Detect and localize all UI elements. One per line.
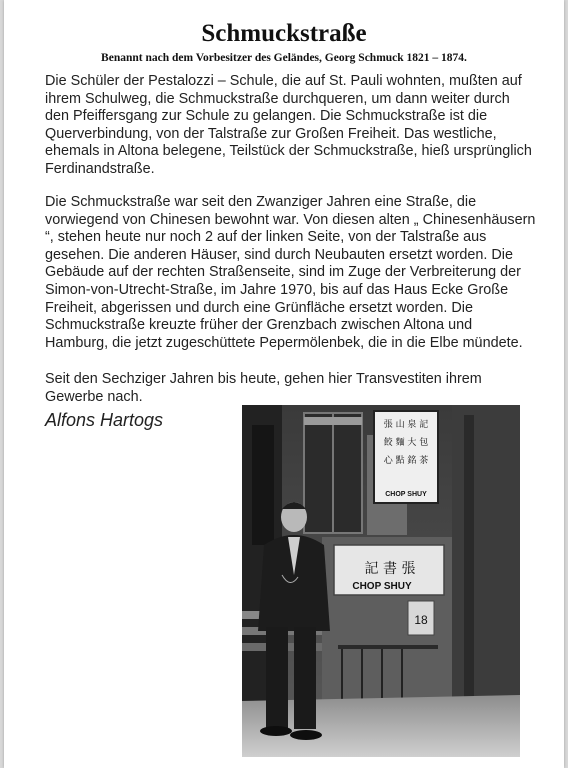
- page-title: Schmuckstraße: [201, 20, 367, 47]
- svg-text:餃 麵 大 包: 餃 麵 大 包: [383, 438, 429, 448]
- sign-chinese-text: 張 山 泉 記: [383, 420, 429, 430]
- paragraph-3: Seit den Sechziger Jahren bis heute, gehen hier Transvestiten ihrem Gewerbe nach.: [45, 371, 482, 405]
- sign-caption: CHOP SHUY: [385, 491, 427, 498]
- paragraph-1: Die Schüler der Pestalozzi – Schule, die auf St. Pauli wohnten, mußten auf ihrem Schulweg, die Schmuckstraße durchqueren, um dann weiter durch den Pfeiffersgang zur Schule zu gelangen. Die Schmuckstraße ist die Querverbindung, von der Talstraße zur Großen Freiheit. Das westliche, ehemals in Altona belegene, Teilstück der Schmuckstraße, hieß ursprünglich Ferdinandstraße.: [45, 73, 532, 177]
- photo-illustration: [242, 405, 520, 757]
- historic-photo: [242, 405, 520, 757]
- author-signature: Alfons Hartogs: [45, 410, 164, 430]
- document-page: [4, 0, 564, 768]
- svg-text:心 點 銘 茶: 心 點 銘 茶: [383, 456, 429, 466]
- page-subtitle: Benannt nach dem Vorbesitzer des Geländes, Georg Schmuck 1821 – 1874.: [101, 52, 467, 64]
- facade-chinese-text: 記 書 張: [364, 561, 416, 577]
- paragraph-2: Die Schmuckstraße war seit den Zwanziger Jahren eine Straße, die vorwiegend von Chinesen bewohnt war. Von diesen alten „ Chinesenhäusern “, stehen heute nur noch 2 auf der linken Seite, von der Talstraße aus gesehen. Die anderen Häuser, sind durch Neubauten ersetzt worden. Die Gebäude auf der rechten Straßenseite, sind im Zuge der Verbreiterung der Simon-von-Utrecht-Straße, im Jahre 1970, bis auf das Haus Ecke Große Freiheit, abgerissen und durch eine Grünfläche ersetzt worden. Die Schmuckstraße kreuzte früher der Grenzbach zwischen Altona und Hamburg, die jetzt zugeschüttete Pepermölenbek, die in die Elbe mündete.: [45, 194, 536, 351]
- house-number: 18: [414, 613, 428, 627]
- facade-caption: CHOP SHUY: [352, 581, 412, 592]
